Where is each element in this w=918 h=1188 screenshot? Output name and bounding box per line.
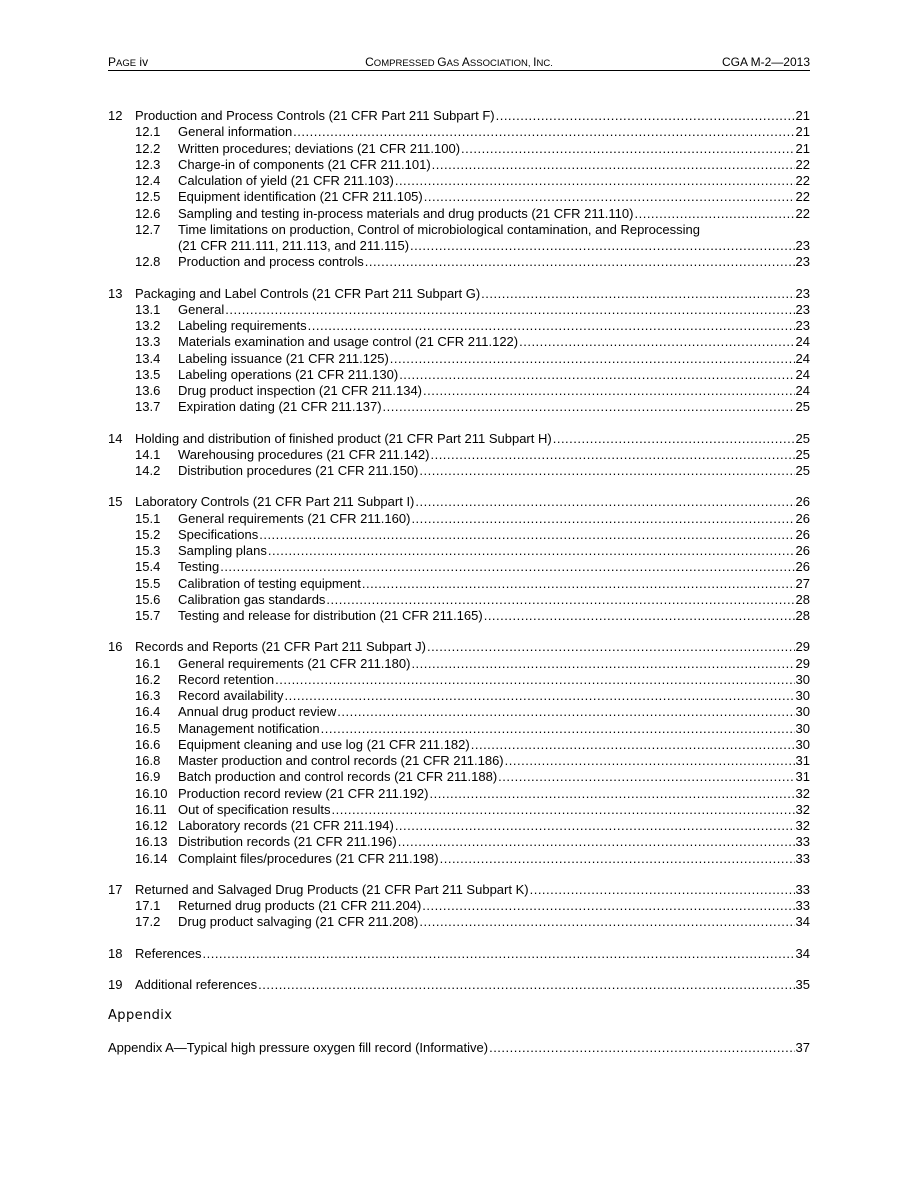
toc-entry-sub[interactable] [108,511,810,527]
toc-page-number: 25 [795,463,810,478]
toc-leader-dots [634,206,794,222]
toc-entry-number: 15.6 [135,591,161,607]
toc-entry-sub[interactable] [108,206,810,222]
toc-entry-title: Specifications [178,526,259,542]
toc-page-number: 22 [795,173,810,188]
toc-entry-title: Equipment identification (21 CFR 211.105) [178,189,423,205]
toc-leader-dots [268,543,795,559]
toc-entry-number: 16.10 [135,785,168,801]
toc-page-number: 29 [795,639,810,655]
toc-leader-dots [423,383,795,399]
toc-entry-number: 19 [108,976,123,992]
toc-entry-main[interactable] [108,639,810,655]
toc-page-number: 24 [795,334,810,350]
toc-entry-title: Distribution procedures (21 CFR 211.150) [178,463,419,478]
toc-leader-dots [427,639,795,655]
toc-entry-title: Labeling issuance (21 CFR 211.125) [178,350,389,366]
toc-leader-dots [398,834,795,850]
toc-entry-number: 15.5 [135,575,161,591]
toc-page-number: 34 [795,914,810,930]
toc-leader-dots [410,238,795,254]
toc-leader-dots [395,173,795,189]
toc-entry-number: 13.6 [135,383,161,398]
toc-leader-dots [220,559,794,575]
toc-entry-title: Labeling operations (21 CFR 211.130) [178,366,399,382]
toc-entry-sub[interactable] [108,189,810,205]
toc-entry-sub[interactable] [108,656,810,672]
toc-entry-sub[interactable] [108,737,810,753]
toc-leader-dots [293,124,794,140]
toc-entry-number: 17.1 [135,898,161,913]
toc-leader-dots [411,656,794,672]
toc-page-number: 32 [795,801,810,817]
toc-entry-appendix[interactable] [108,1040,810,1056]
toc-entry-main[interactable] [108,108,810,124]
toc-entry-sub[interactable] [108,527,810,543]
toc-leader-dots [481,286,794,302]
toc-entry-title: Batch production and control records (21 CFR 211.188) [178,769,498,785]
toc-entry-number: 12.4 [135,173,161,188]
toc-entry-number: 12.6 [135,205,161,221]
toc-leader-dots [308,318,795,334]
toc-entry-title: General requirements (21 CFR 211.160) [178,510,411,526]
toc-leader-dots [440,851,795,867]
toc-entry-number: 15.2 [135,526,161,542]
toc-entry-number: 15.1 [135,510,161,526]
toc-page-number: 30 [795,736,810,752]
toc-entry-title: Out of specification results [178,801,331,817]
toc-entry-number: 13.4 [135,350,161,366]
toc-entry-number: 16 [108,639,123,655]
toc-leader-dots [432,157,795,173]
toc-page-number: 23 [795,301,810,317]
toc-entry-title: Charge-in of components (21 CFR 211.101) [178,156,431,172]
toc-entry-sub[interactable] [108,141,810,157]
toc-entry-title: Master production and control records (21 CFR 211.186) [178,753,504,768]
toc-leader-dots [395,818,795,834]
toc-entry-title: Packaging and Label Controls (21 CFR Part 211 Subpart G) [135,285,481,301]
toc-entry-title: Calibration gas standards [178,591,326,607]
toc-entry-title: Sampling and testing in-process materials and drug products (21 CFR 211.110) [178,205,634,221]
toc-leader-dots [259,527,794,543]
toc-entry-number: 14.2 [135,463,161,478]
toc-leader-dots [419,914,794,930]
toc-page-number: 30 [795,688,810,703]
toc-leader-dots [399,367,794,383]
toc-entry-sub[interactable] [108,753,810,769]
toc-entry-number: 16.5 [135,720,161,736]
toc-entry-number: 13 [108,285,123,301]
toc-entry-sub[interactable] [108,367,810,383]
header-rule [108,70,810,71]
toc-section [108,494,810,624]
table-of-contents [108,108,810,1056]
toc-entry-number: 14.1 [135,446,161,462]
toc-entry-title: Management notification [178,720,320,736]
toc-entry-title: Production and Process Controls (21 CFR Part 211 Subpart F) [135,108,495,123]
toc-section [108,108,810,271]
toc-entry-title: Warehousing procedures (21 CFR 211.142) [178,446,430,462]
toc-leader-dots [484,608,795,624]
toc-section [108,431,810,480]
toc-entry-sub[interactable] [108,318,810,334]
toc-entry-sub[interactable] [108,559,810,575]
toc-entry-title: Calibration of testing equipment [178,575,361,591]
toc-leader-dots [430,786,795,802]
toc-entry-continuation[interactable] [108,238,810,254]
toc-entry-sub[interactable] [108,157,810,173]
toc-page-number: 30 [795,671,810,687]
toc-leader-dots [430,447,794,463]
toc-entry-sub[interactable] [108,302,810,318]
toc-entry-title: General information [178,124,293,140]
toc-entry-main[interactable] [108,882,810,898]
toc-entry-sub[interactable] [108,222,810,238]
running-header [108,55,810,71]
toc-entry-number: 16.12 [135,818,168,833]
toc-entry-number: 13.2 [135,318,161,333]
toc-leader-dots [362,576,795,592]
toc-leader-dots [489,1040,794,1056]
toc-entry-title: Drug product inspection (21 CFR 211.134) [178,383,422,398]
toc-entry-title: Production record review (21 CFR 211.192) [178,785,429,801]
toc-entry-number: 13.5 [135,366,161,382]
toc-entry-number: 12.5 [135,189,161,205]
toc-entry-number: 16.13 [135,834,168,850]
toc-entry-sub[interactable] [108,851,810,867]
toc-entry-title: Drug product salvaging (21 CFR 211.208) [178,914,419,930]
toc-entry-title: Production and process controls [178,254,364,270]
toc-entry-title: Calculation of yield (21 CFR 211.103) [178,173,394,188]
toc-page-number: 23 [795,238,810,253]
toc-page-number: 24 [795,366,810,382]
toc-entry-sub[interactable] [108,914,810,930]
toc-entry-sub[interactable] [108,592,810,608]
toc-page-number: 23 [795,254,810,270]
toc-leader-dots [202,946,794,962]
toc-leader-dots [365,254,795,270]
toc-page-number: 35 [795,976,810,992]
toc-entry-number: 16.6 [135,736,161,752]
toc-entry-title: Equipment cleaning and use log (21 CFR 211.182) [178,736,470,752]
toc-entry-title: Laboratory records (21 CFR 211.194) [178,818,394,833]
toc-page-number: 33 [795,881,810,897]
toc-leader-dots [275,672,794,688]
toc-entry-sub[interactable] [108,608,810,624]
toc-entry-sub[interactable] [108,576,810,592]
toc-entry-title: Record availability [178,688,284,703]
toc-page-number: 22 [795,189,810,205]
toc-page-number: 26 [795,494,810,510]
toc-entry-title: Materials examination and usage control (21 CFR 211.122) [178,334,519,350]
toc-entry-title: Annual drug product review [178,704,337,720]
toc-page-number: 21 [795,124,810,140]
toc-entry-number: 12 [108,108,123,123]
toc-section [108,286,810,416]
toc-page-number: 23 [795,285,810,301]
toc-entry-sub[interactable] [108,818,810,834]
toc-page-number: 37 [795,1040,810,1055]
toc-entry-sub[interactable] [108,721,810,737]
toc-section [108,639,810,867]
toc-page-number: 31 [795,753,810,768]
toc-page-number: 31 [795,769,810,785]
toc-page-number: 23 [795,318,810,333]
toc-entry-title: Returned drug products (21 CFR 211.204) [178,898,422,913]
toc-page-number: 26 [795,526,810,542]
toc-entry-number: 17.2 [135,914,161,930]
toc-entry-number: 15.7 [135,608,161,623]
toc-page-number: 33 [795,898,810,913]
toc-page-number: 34 [795,945,810,961]
toc-leader-dots [258,977,794,993]
toc-page-number: 28 [795,608,810,623]
toc-entry-number: 16.3 [135,688,161,703]
header-publisher: COMPRESSED GAS ASSOCIATION, INC. [365,55,553,69]
toc-leader-dots [530,882,795,898]
toc-entry-title: References [135,945,202,961]
toc-page-number: 21 [795,140,810,156]
toc-entry-main[interactable] [108,286,810,302]
toc-entry-title: Complaint files/procedures (21 CFR 211.198) [178,850,439,866]
toc-page-number: 30 [795,704,810,720]
toc-entry-number: 14 [108,430,123,446]
toc-entry-title: General [178,301,225,317]
toc-entry-number: 12.2 [135,140,161,156]
toc-section [108,946,810,962]
toc-entry-title: Laboratory Controls (21 CFR Part 211 Subpart I) [135,494,415,510]
toc-entry-sub[interactable] [108,173,810,189]
toc-page-number: 25 [795,399,810,415]
toc-entry-sub[interactable] [108,463,810,479]
toc-leader-dots [471,737,795,753]
toc-entry-sub[interactable] [108,704,810,720]
toc-page-number: 30 [795,720,810,736]
toc-entry-title: Appendix A—Typical high pressure oxygen fill record (Informative) [108,1040,489,1055]
toc-page-number: 25 [795,446,810,462]
toc-leader-dots [422,898,794,914]
toc-leader-dots [519,334,794,350]
header-document-id: CGA M-2—2013 [721,55,810,69]
toc-entry-title: Testing and release for distribution (21 CFR 211.165) [178,608,483,623]
toc-leader-dots [411,511,794,527]
toc-entry-sub[interactable] [108,543,810,559]
toc-entry-number: 12.7 [135,221,161,237]
toc-entry-number: 16.9 [135,769,161,785]
toc-entry-sub[interactable] [108,383,810,399]
toc-leader-dots [461,141,794,157]
toc-entry-sub[interactable] [108,399,810,415]
toc-page-number: 22 [795,205,810,221]
toc-entry-number: 15.3 [135,543,161,558]
toc-entry-sub[interactable] [108,672,810,688]
toc-entry-title: Labeling requirements [178,318,307,333]
toc-entry-title: Written procedures; deviations (21 CFR 211.100) [178,140,461,156]
toc-page-number: 21 [795,108,810,123]
toc-entry-number: 16.1 [135,655,161,671]
toc-section [108,882,810,931]
appendix-heading: Appendix [108,1008,173,1023]
toc-entry-number: 16.4 [135,704,161,720]
toc-entry-sub[interactable] [108,124,810,140]
toc-entry-title: General requirements (21 CFR 211.180) [178,655,411,671]
toc-entry-number: 13.7 [135,399,161,415]
toc-entry-number: 16.14 [135,850,168,866]
toc-page-number: 29 [795,655,810,671]
toc-entry-number: 18 [108,945,123,961]
toc-leader-dots [498,769,794,785]
toc-page-number: 24 [795,383,810,398]
toc-page-number: 33 [795,850,810,866]
toc-section [108,977,810,993]
toc-leader-dots [321,721,795,737]
toc-entry-number: 13.3 [135,334,161,350]
toc-page-number: 28 [795,591,810,607]
toc-entry-title: Returned and Salvaged Drug Products (21 CFR Part 211 Subpart K) [135,881,529,897]
toc-entry-title: Expiration dating (21 CFR 211.137) [178,399,382,415]
toc-page-number: 22 [795,156,810,172]
toc-leader-dots [419,463,794,479]
toc-page-number: 33 [795,834,810,850]
toc-entry-title: Additional references [135,976,258,992]
toc-entry-number: 16.2 [135,671,161,687]
toc-entry-title: Distribution records (21 CFR 211.196) [178,834,397,850]
toc-entry-main[interactable] [108,977,810,993]
toc-entry-sub[interactable] [108,447,810,463]
toc-entry-main[interactable] [108,494,810,510]
toc-entry-sub[interactable] [108,898,810,914]
toc-page-number: 25 [795,430,810,446]
toc-entry-number: 12.8 [135,254,161,270]
toc-leader-dots [505,753,795,769]
toc-entry-sub[interactable] [108,786,810,802]
toc-entry-sub[interactable] [108,334,810,350]
toc-leader-dots [415,494,794,510]
toc-page-number: 32 [795,785,810,801]
toc-entry-number: 12.1 [135,124,161,140]
toc-entry-number: 13.1 [135,301,161,317]
toc-entry-sub[interactable] [108,769,810,785]
toc-leader-dots [496,108,795,124]
toc-entry-main[interactable] [108,946,810,962]
toc-leader-dots [390,351,795,367]
toc-entry-sub[interactable] [108,688,810,704]
toc-entry-number: 12.3 [135,156,161,172]
toc-leader-dots [326,592,794,608]
header-page-number: PAGE iv [108,55,149,69]
toc-leader-dots [225,302,794,318]
toc-entry-title: Testing [178,559,220,575]
toc-page-number: 26 [795,543,810,558]
toc-entry-sub[interactable] [108,834,810,850]
toc-entry-number: 15.4 [135,559,161,575]
toc-entry-title-continued: (21 CFR 211.111, 211.113, and 211.115) [178,238,410,253]
toc-entry-number: 15 [108,494,123,510]
toc-entry-title: Record retention [178,671,275,687]
toc-leader-dots [285,688,795,704]
toc-entry-main[interactable] [108,431,810,447]
toc-leader-dots [337,704,794,720]
toc-entry-sub[interactable] [108,254,810,270]
toc-entry-title: Time limitations on production, Control of microbiological contamination, and Reprocessing [178,221,700,237]
toc-leader-dots [553,431,795,447]
toc-page-number: 26 [795,559,810,575]
toc-page-number: 32 [795,818,810,833]
toc-leader-dots [331,802,794,818]
toc-entry-sub[interactable] [108,351,810,367]
toc-page-number: 26 [795,510,810,526]
toc-page-number: 24 [795,350,810,366]
toc-leader-dots [383,399,795,415]
toc-entry-sub[interactable] [108,802,810,818]
toc-entry-title: Records and Reports (21 CFR Part 211 Subpart J) [135,639,426,655]
toc-leader-dots [424,189,795,205]
toc-page-number: 27 [795,575,810,591]
toc-entry-number: 16.8 [135,753,161,768]
toc-entry-number: 17 [108,881,123,897]
toc-entry-number: 16.11 [135,801,167,817]
toc-entry-title: Sampling plans [178,543,267,558]
toc-entry-title: Holding and distribution of finished product (21 CFR Part 211 Subpart H) [135,430,552,446]
